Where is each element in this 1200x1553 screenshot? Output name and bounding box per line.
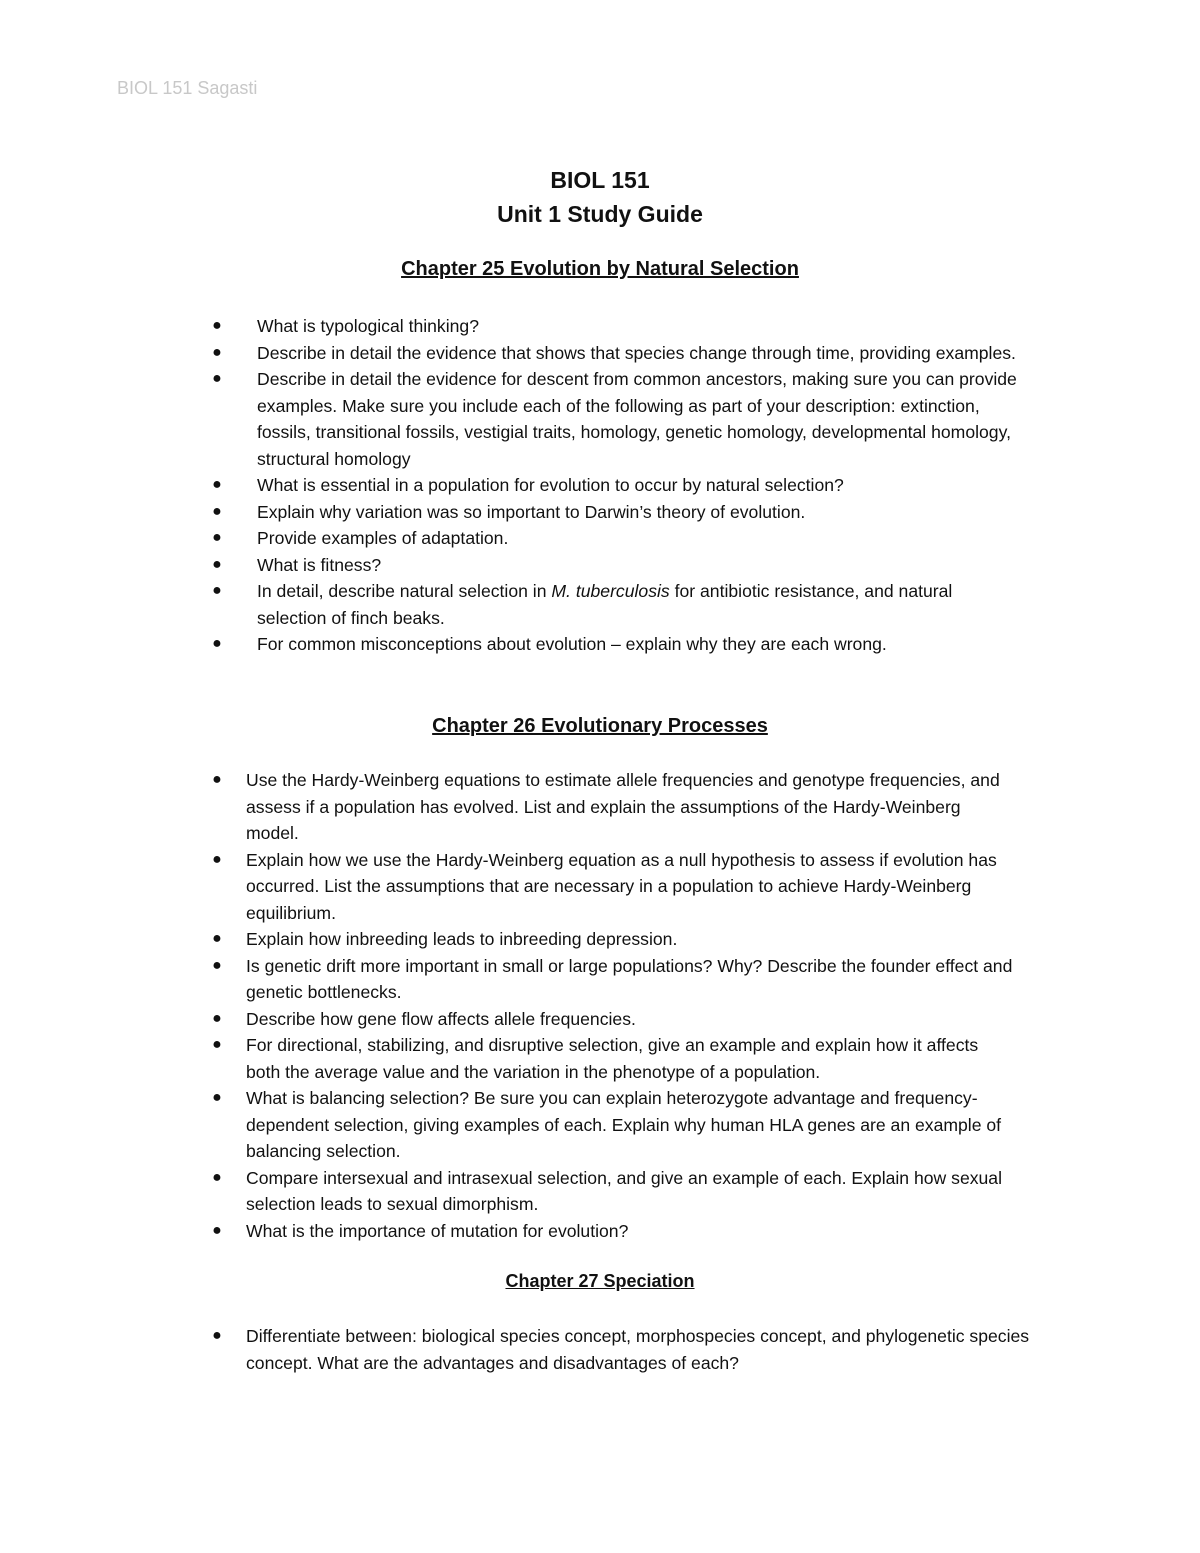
- bullet-icon: ●: [212, 956, 222, 974]
- organism-name: M. tuberculosis: [551, 581, 670, 601]
- bullet-icon: ●: [212, 635, 222, 652]
- bullet-icon: ●: [212, 370, 222, 387]
- list-item: [212, 926, 1016, 953]
- chapter-25-list: [212, 313, 1017, 658]
- bullet-icon: ●: [212, 1168, 222, 1186]
- chapter-26-list: [212, 767, 1016, 1244]
- list-item-text: Provide examples of adaptation.: [257, 528, 509, 548]
- list-item: [212, 578, 1017, 631]
- list-item-text-after: for antibiotic resistance, and natural selection of finch beaks.: [257, 581, 953, 628]
- chapter-27-list: [212, 1323, 1056, 1376]
- bullet-icon: ●: [212, 317, 222, 334]
- bullet-icon: ●: [212, 771, 222, 788]
- list-item-text: What is essential in a population for evolution to occur by natural selection?: [257, 475, 844, 495]
- page-header: BIOL 151 Sagasti: [117, 78, 258, 98]
- list-item: [212, 366, 1017, 472]
- list-item: [212, 847, 1016, 927]
- list-item-text: For directional, stabilizing, and disruptive selection, give an example and explain how it affects both the average value and the variation in the phenotype of a population.: [246, 1035, 979, 1082]
- list-item: [212, 1006, 1016, 1033]
- bullet-icon: ●: [212, 1009, 222, 1027]
- list-item-text: Differentiate between: biological species concept, morphospecies concept, and phylogenetic species concept. What are the advantages and disadvantages of each?: [246, 1326, 1030, 1373]
- list-item-text: Describe in detail the evidence that shows that species change through time, providing examples.: [257, 342, 1016, 363]
- course-title: BIOL 151: [550, 167, 650, 193]
- bullet-icon: ●: [212, 502, 222, 520]
- list-item-text: Describe how gene flow affects allele frequencies.: [246, 1008, 636, 1029]
- list-item: [212, 631, 1017, 658]
- bullet-icon: ●: [212, 1327, 222, 1344]
- list-item: [212, 1032, 1016, 1085]
- document-title: Unit 1 Study Guide: [497, 201, 703, 227]
- bullet-icon: ●: [212, 1221, 222, 1239]
- bullet-icon: ●: [212, 476, 222, 493]
- list-item: [212, 499, 1017, 526]
- list-item: [212, 525, 1017, 552]
- chapter-25-heading: Chapter 25 Evolution by Natural Selection: [401, 258, 799, 280]
- list-item: [212, 1165, 1016, 1218]
- bullet-icon: ●: [212, 343, 222, 361]
- list-item-text: Use the Hardy-Weinberg equations to estimate allele frequencies and genotype frequencies, and assess if a population has evolved. List and explain the assumptions of the Hardy-Weinberg model.: [246, 770, 1000, 843]
- bullet-icon: ●: [212, 555, 222, 573]
- list-item-text: What is the importance of mutation for evolution?: [246, 1220, 629, 1241]
- list-item: [212, 313, 1017, 340]
- list-item: [212, 1218, 1016, 1245]
- list-item-text: Explain how inbreeding leads to inbreeding depression.: [246, 929, 678, 949]
- bullet-icon: ●: [212, 582, 222, 599]
- list-item-text: Explain how we use the Hardy-Weinberg equation as a null hypothesis to assess if evolution has occurred. List the assumptions that are necessary in a population to achieve Hardy-Weinberg equilibrium.: [246, 849, 997, 923]
- bullet-icon: ●: [212, 1089, 222, 1106]
- list-item-text: Compare intersexual and intrasexual selection, and give an example of each. Explain how sexual selection leads to sexual dimorphism.: [246, 1167, 1002, 1214]
- list-item-text: Is genetic drift more important in small or large populations? Why? Describe the founder effect and genetic bottlenecks.: [246, 955, 1013, 1002]
- list-item: [212, 340, 1017, 367]
- list-item-text: What is fitness?: [257, 554, 382, 575]
- chapter-27-heading: Chapter 27 Speciation: [505, 1271, 695, 1291]
- list-item: [212, 1085, 1016, 1165]
- list-item-text: What is balancing selection? Be sure you can explain heterozygote advantage and frequency-dependent selection, giving examples of each. Explain why human HLA genes are an example of balancing selection.: [246, 1088, 1002, 1161]
- list-item: [212, 472, 1017, 499]
- list-item-text: For common misconceptions about evolution – explain why they are each wrong.: [257, 634, 887, 654]
- list-item: [212, 1323, 1056, 1376]
- list-item: [212, 953, 1016, 1006]
- list-item-text: What is typological thinking?: [257, 316, 479, 336]
- list-item: [212, 552, 1017, 579]
- bullet-icon: ●: [212, 930, 222, 947]
- list-item-text-before: In detail, describe natural selection in: [257, 581, 552, 601]
- list-item-text: Explain why variation was so important to Darwin’s theory of evolution.: [257, 501, 806, 522]
- list-item: [212, 767, 1016, 847]
- bullet-icon: ●: [212, 529, 222, 546]
- list-item-text: Describe in detail the evidence for descent from common ancestors, making sure you can provide examples. Make sure you include each of the following as part of your description: extinction, fossils, transitional fossils, vestigial traits, homology, genetic homology, developmental homology, structural homology: [257, 369, 1017, 469]
- bullet-icon: ●: [212, 1036, 222, 1053]
- bullet-icon: ●: [212, 850, 222, 868]
- chapter-26-heading: Chapter 26 Evolutionary Processes: [432, 715, 768, 737]
